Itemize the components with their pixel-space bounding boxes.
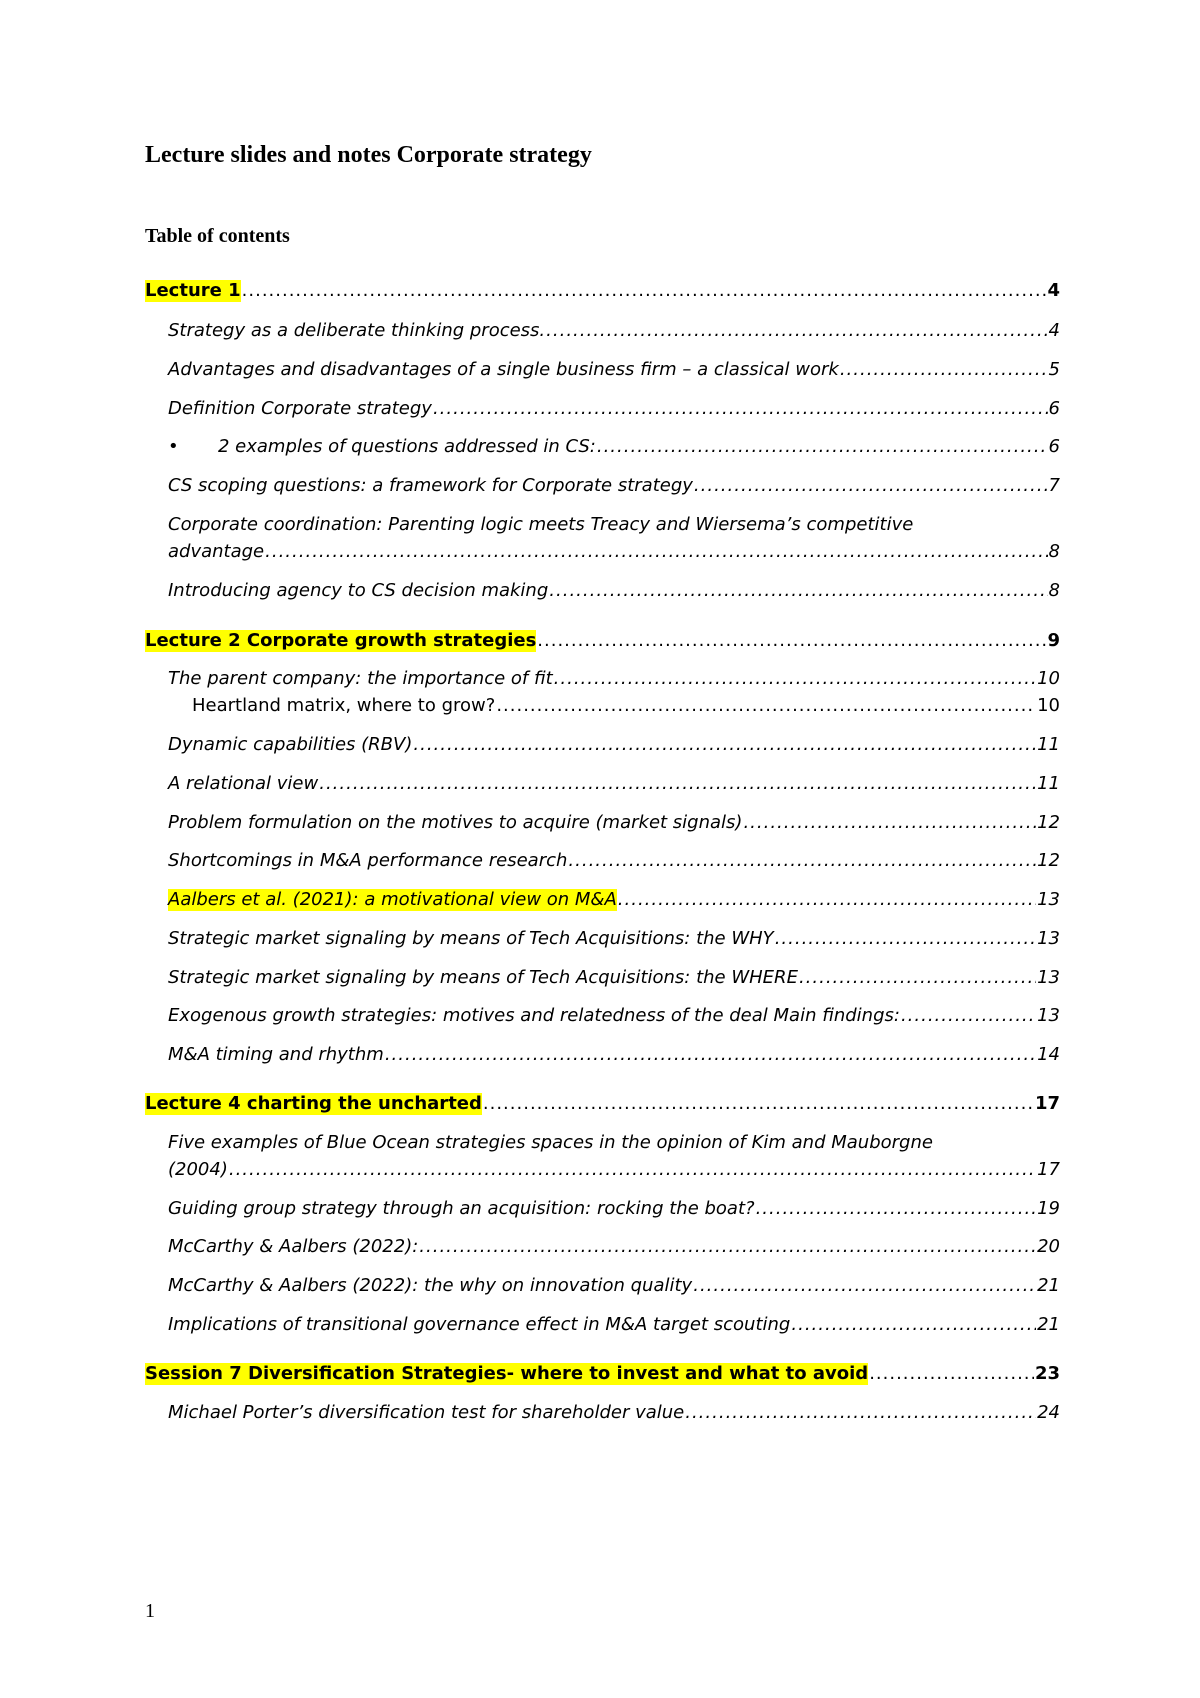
toc-entry-text: Definition Corporate strategy [168,398,432,419]
toc-entry-page: 13 [1037,967,1060,988]
toc-entry[interactable] [168,580,1060,602]
toc-entry[interactable] [168,359,1060,381]
toc-entry-text-line2: (2004) [168,1159,228,1180]
toc-entry[interactable] [168,1005,1060,1027]
toc-entry[interactable] [168,398,1060,420]
toc-entry-text: Session 7 Diversification Strategies- where to invest and what to avoid [145,1363,869,1384]
toc-entry-lecture-1[interactable] [145,280,1060,302]
toc-entry-session-7[interactable] [145,1363,1060,1385]
toc-entry-text: A relational view [168,773,319,794]
toc-entry[interactable] [168,734,1060,756]
toc-entry-page: 19 [1037,1198,1060,1219]
toc-entry-page: 4 [1047,280,1060,301]
toc-entry-text: Implications of transitional governance effect in M&A target scouting [168,1314,791,1335]
toc-entry[interactable] [168,1198,1060,1220]
toc-entry[interactable] [168,967,1060,989]
toc-entry-text: Advantages and disadvantages of a single business firm – a classical work [168,359,839,380]
toc-entry-text: Michael Porter’s diversification test for shareholder value [168,1402,685,1423]
toc-entry[interactable] [168,1044,1060,1066]
toc-entry[interactable] [168,928,1060,950]
bullet-icon: • [168,436,179,457]
toc-entry-bullet[interactable] [168,436,1060,458]
toc-entry[interactable] [168,773,1060,795]
page-number: 1 [145,1600,155,1622]
toc-entry-page: 7 [1048,475,1060,496]
toc-entry-page: 10 [1037,668,1060,689]
toc-entry[interactable] [168,1402,1060,1424]
toc-entry[interactable] [168,1236,1060,1258]
toc-entry-page: 17 [1037,1159,1060,1180]
toc-entry-page: 11 [1037,773,1060,794]
toc-entry-page: 21 [1037,1275,1060,1296]
toc-entry-text: Lecture 1 [145,280,241,301]
toc-entry-text: Shortcomings in M&A performance research [168,850,568,871]
toc-entry-wrapped[interactable] [168,514,1060,563]
toc-entry-page: 6 [1048,436,1060,457]
toc-entry-text: Introducing agency to CS decision making [168,580,549,601]
toc-entry[interactable] [168,320,1060,342]
toc-entry-text: 2 examples of questions addressed in CS: [218,436,596,457]
toc-entry-text: McCarthy & Aalbers (2022): the why on innovation quality [168,1275,693,1296]
toc-entry-text: McCarthy & Aalbers (2022): [168,1236,419,1257]
toc-entry-page: 20 [1037,1236,1060,1257]
toc-entry-page: 21 [1037,1314,1060,1335]
toc-entry[interactable] [168,850,1060,872]
toc-entry-page: 13 [1037,889,1060,910]
toc-entry-text: Strategic market signaling by means of Tech Acquisitions: the WHY [168,928,774,949]
toc-entry[interactable] [168,1275,1060,1297]
toc-entry-text: Lecture 4 charting the uncharted [145,1093,482,1114]
toc-entry-text: Heartland matrix, where to grow? [192,695,496,716]
toc-entry[interactable] [168,668,1060,690]
toc-entry-text-line2: advantage [168,541,265,562]
toc-entry-text-line1: Corporate coordination: Parenting logic meets Treacy and Wiersema’s competitive [168,514,914,535]
toc-entry-page: 4 [1048,320,1060,341]
toc-entry-text: Strategy as a deliberate thinking process. [168,320,546,341]
toc-entry[interactable] [168,812,1060,834]
document-title: Lecture slides and notes Corporate strategy [145,142,592,168]
toc-entry-page: 12 [1037,812,1060,833]
toc-entry-text: Problem formulation on the motives to acquire (market signals) [168,812,743,833]
toc-entry-page: 14 [1037,1044,1060,1065]
toc-entry-text: Lecture 2 Corporate growth strategies [145,630,537,651]
toc-entry-page: 23 [1034,1363,1060,1384]
toc-entry-page: 13 [1037,928,1060,949]
toc-entry-lecture-4[interactable] [145,1093,1060,1115]
toc-entry-wrapped[interactable] [168,1132,1060,1181]
toc-entry-page: 8 [1048,541,1060,562]
toc-entry-page: 11 [1037,734,1060,755]
toc-entry-page: 9 [1047,630,1060,651]
toc-entry-page: 5 [1048,359,1060,380]
toc-entry-text: Aalbers et al. (2021): a motivational view on M&A [168,889,617,910]
toc-entry-text: Strategic market signaling by means of Tech Acquisitions: the WHERE [168,967,798,988]
toc-entry-page: 8 [1048,580,1060,601]
toc-entry-text: The parent company: the importance of fit [168,668,553,689]
toc-entry-page: 17 [1034,1093,1060,1114]
toc-entry-text: Dynamic capabilities (RBV) [168,734,413,755]
toc-entry-text: CS scoping questions: a framework for Corporate strategy [168,475,693,496]
toc-entry-text-line1: Five examples of Blue Ocean strategies spaces in the opinion of Kim and Mauborgne [168,1132,933,1153]
toc-entry[interactable] [168,475,1060,497]
toc-entry[interactable] [192,695,1060,717]
toc-entry-page: 12 [1037,850,1060,871]
toc-entry-text: M&A timing and rhythm [168,1044,384,1065]
toc-entry-text: Exogenous growth strategies: motives and relatedness of the deal Main findings: [168,1005,900,1026]
toc-entry-lecture-2[interactable] [145,630,1060,652]
toc-entry-page: 6 [1048,398,1060,419]
toc-entry-page: 10 [1037,695,1060,716]
toc-heading: Table of contents [145,225,290,247]
toc-entry[interactable] [168,889,1060,911]
toc-entry[interactable] [168,1314,1060,1336]
toc-entry-text: Guiding group strategy through an acquisition: rocking the boat? [168,1198,755,1219]
toc-entry-page: 13 [1037,1005,1060,1026]
toc-entry-page: 24 [1037,1402,1060,1423]
